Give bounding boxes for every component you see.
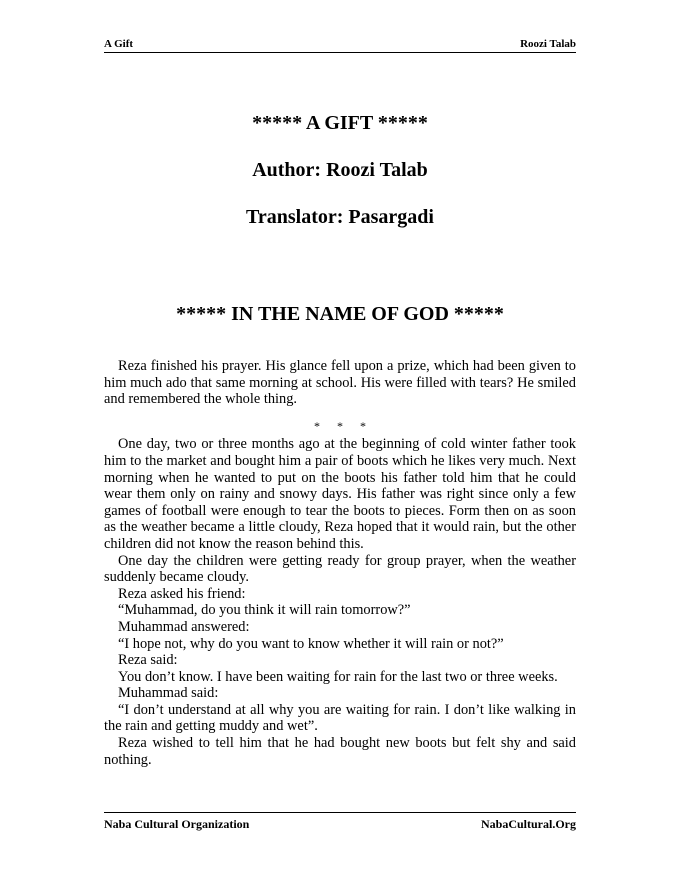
- section-separator: * * *: [314, 418, 366, 433]
- paragraph: Reza asked his friend:: [118, 585, 246, 602]
- paragraph: “Muhammad, do you think it will rain tomorrow?”: [118, 602, 411, 619]
- header-author: Roozi Talab: [520, 38, 576, 50]
- paragraph: You don’t know. I have been waiting for rain for the last two or three weeks.: [118, 668, 558, 685]
- paragraph: One day, two or three months ago at the beginning of cold winter father took him to the market and bought him a pair of boots which he likes very much. Next morning when he wanted to put on the boots his father told him that he could wear them only on rainy and snowy days. His father was right since only a few games of football were enough to tear the boots to pieces. Form then on as soon as the weather became a little cloudy, Reza hoped that it would rain, but the other children did not know the reason behind this.: [104, 436, 576, 552]
- story-title: ***** A GIFT *****: [252, 112, 428, 134]
- paragraph: Reza finished his prayer. His glance fell upon a prize, which had been given to him much ado that same morning at school. His were filled with tears? He smiled and remembered the whole thing.: [104, 358, 576, 408]
- paragraph: Reza said:: [118, 652, 178, 669]
- author-line: Author: Roozi Talab: [252, 159, 428, 181]
- page-header: [104, 36, 576, 53]
- paragraph: “I don’t understand at all why you are waiting for rain. I don’t like walking in the rain and getting muddy and wet”.: [104, 701, 576, 735]
- footer-organization: Naba Cultural Organization: [104, 817, 250, 831]
- translator-line: Translator: Pasargadi: [246, 206, 434, 228]
- paragraph: Muhammad answered:: [118, 618, 250, 635]
- bismillah-heading: ***** IN THE NAME OF GOD *****: [176, 303, 504, 325]
- story-body: [104, 358, 576, 768]
- page-footer: [104, 812, 576, 831]
- paragraph: Reza wished to tell him that he had bought new boots but felt shy and said nothing.: [104, 735, 576, 768]
- header-title: A Gift: [104, 38, 134, 50]
- paragraph: “I hope not, why do you want to know whether it will rain or not?”: [118, 635, 504, 652]
- paragraph: Muhammad said:: [118, 685, 219, 702]
- paragraph: One day the children were getting ready for group prayer, when the weather suddenly became cloudy.: [104, 552, 576, 586]
- footer-website: NabaCultural.Org: [480, 817, 576, 831]
